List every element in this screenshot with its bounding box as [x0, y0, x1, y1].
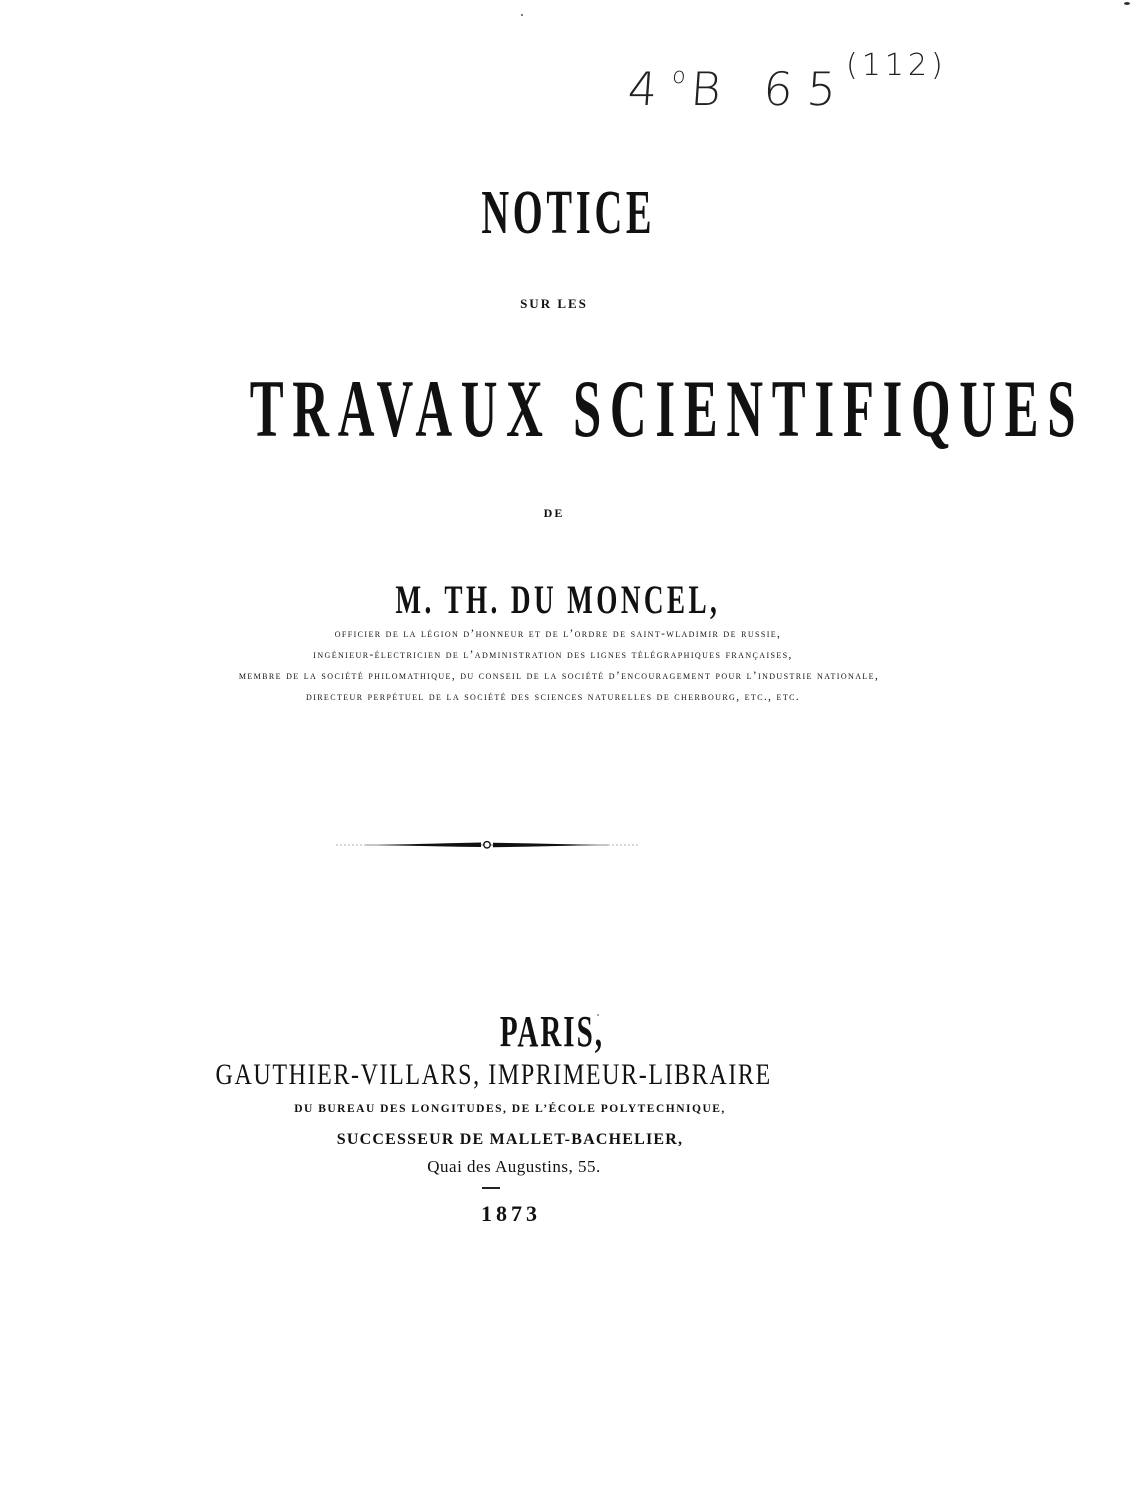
- author-credentials: [0, 624, 1136, 708]
- shelfmark-code: B 65: [688, 62, 852, 116]
- handwritten-shelfmark-number: (112): [846, 48, 947, 83]
- ornament-rule-icon: [336, 838, 638, 852]
- shelfmark-degree: o: [671, 64, 693, 89]
- credential-line: ingénieur-électricien de l’administration des lignes télégraphiques françaises,: [313, 649, 793, 661]
- imprint-publisher-detail: DU BUREAU DES LONGITUDES, DE L’ÉCOLE POLYTECHNIQUE,: [294, 1103, 726, 1115]
- imprint-publisher-text: GAUTHIER-VILLARS, IMPRIMEUR-LIBRAIRE: [215, 1058, 773, 1091]
- scan-speck: [1124, 2, 1130, 5]
- credential-line: officier de la légion d’honneur et de l’ordre de saint-wladimir de russie,: [334, 628, 782, 640]
- imprint-successor: SUCCESSEUR DE MALLET-BACHELIER,: [336, 1131, 684, 1148]
- imprint-publisher: [0, 1058, 1062, 1092]
- title-line-travaux: [0, 362, 1130, 456]
- title-connector-de: DE: [543, 506, 565, 520]
- imprint-city: [0, 1006, 1120, 1057]
- imprint-year: 1873: [481, 1201, 541, 1226]
- title-line-notice: [0, 178, 1136, 249]
- imprint-divider: [482, 1187, 500, 1189]
- scan-speck: [521, 14, 523, 16]
- credential-line: directeur perpétuel de la société des sciences naturelles de cherbourg, etc., etc.: [305, 691, 801, 703]
- shelfmark-format: 4: [626, 62, 674, 116]
- author-name-text: M. TH. DU MONCEL,: [395, 577, 721, 622]
- handwritten-shelfmark: [626, 62, 852, 116]
- imprint-address: Quai des Augustins, 55.: [427, 1157, 601, 1176]
- author-name: [0, 576, 1126, 623]
- title-notice-text: NOTICE: [481, 179, 655, 247]
- title-connector-sur-les: SUR LES: [520, 296, 588, 311]
- credential-line: membre de la société philomathique, du conseil de la société d’encouragement pour l’industrie nationale,: [238, 670, 880, 682]
- imprint-city-text: PARIS,: [499, 1007, 605, 1056]
- title-travaux-text: TRAVAUX SCIENTIFIQUES: [249, 363, 1085, 454]
